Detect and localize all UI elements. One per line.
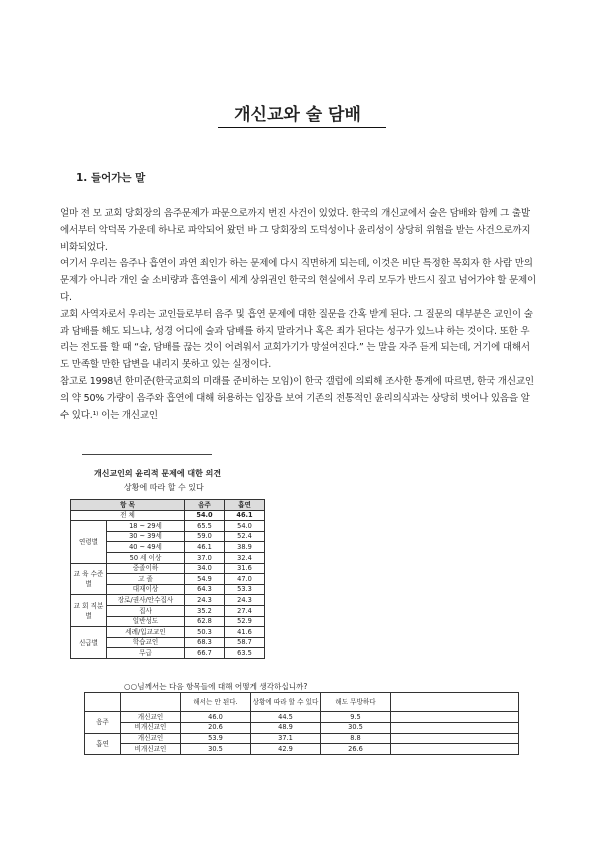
row-label: 일반성도 — [107, 616, 185, 627]
value-cell: 37.0 — [185, 552, 225, 563]
value-cell: 42.9 — [251, 744, 321, 755]
row-label: 집사 — [107, 605, 185, 616]
row-label: 무급 — [107, 648, 185, 659]
row-label: 대재이상 — [107, 584, 185, 595]
table1-title: 개신교인의 윤리적 문제에 대한 의견 — [94, 469, 222, 478]
value-cell: 30.5 — [321, 722, 391, 733]
row-label: 세례/입교교인 — [107, 627, 185, 638]
value-cell: 53.3 — [225, 584, 265, 595]
value-cell: 8.8 — [321, 733, 391, 744]
table-header-row — [71, 500, 265, 511]
value-cell: 50.3 — [185, 627, 225, 638]
group-label: 흡연 — [85, 733, 121, 755]
value-cell: 37.1 — [251, 733, 321, 744]
value-cell: 64.3 — [185, 584, 225, 595]
document-title: 개신교와 술 담배 — [234, 105, 361, 125]
header-cell — [121, 693, 181, 712]
empty-cell — [391, 712, 519, 723]
value-cell: 24.3 — [185, 595, 225, 606]
group-label: 교 회 직분별 — [71, 595, 107, 627]
value-cell: 59.0 — [185, 531, 225, 542]
row-label: 학습교인 — [107, 637, 185, 648]
row-label: 개신교인 — [121, 712, 181, 723]
table1-subtitle: 상황에 따라 할 수 있다 — [124, 483, 204, 492]
value-cell: 52.9 — [225, 616, 265, 627]
header-cell — [391, 693, 519, 712]
row-label: 50 세 이상 — [107, 552, 185, 563]
row-label: 개신교인 — [121, 733, 181, 744]
row-label: 30 ~ 39세 — [107, 531, 185, 542]
value-cell: 66.7 — [185, 648, 225, 659]
row-label: 장로/권사/안수집사 — [107, 595, 185, 606]
header-cell: 해서는 안 된다. — [181, 693, 251, 712]
value-cell: 58.7 — [225, 637, 265, 648]
empty-cell — [391, 744, 519, 755]
empty-cell — [391, 733, 519, 744]
group-label: 연령별 — [71, 521, 107, 563]
row-label: 비개신교인 — [121, 722, 181, 733]
value-cell: 27.4 — [225, 605, 265, 616]
group-label: 음주 — [85, 712, 121, 734]
header-cell: 상황에 따라 할 수 있다 — [251, 693, 321, 712]
comparison-table — [84, 692, 519, 755]
table-row — [85, 733, 519, 744]
value-cell: 24.3 — [225, 595, 265, 606]
table-row — [85, 712, 519, 723]
value-cell: 52.4 — [225, 531, 265, 542]
value-cell: 46.1 — [185, 542, 225, 553]
paragraph: 얼마 전 모 교회 당회장의 음주문제가 파문으로까지 번진 사건이 있었다. 한국의 개신교에서 술은 담배와 함께 그 출발에서부터 악덕목 가운데 하나로 파악되어 왔던 바 그 당회장의 도덕성이나 윤리성이 상당히 위협을 받는 사건으로까지 비화되었다. — [60, 208, 531, 253]
header-cell: 음주 — [185, 500, 225, 511]
header-cell: 흡연 — [225, 500, 265, 511]
value-cell: 41.6 — [225, 627, 265, 638]
value-cell: 54.0 — [225, 521, 265, 532]
value-cell: 32.4 — [225, 552, 265, 563]
section-heading: 1. 들어가는 말 — [76, 172, 146, 184]
value-cell: 9.5 — [321, 712, 391, 723]
table-row — [85, 722, 519, 733]
row-label: 중졸이하 — [107, 563, 185, 574]
table-row — [71, 563, 265, 574]
value-cell: 31.6 — [225, 563, 265, 574]
opinion-table — [70, 499, 265, 659]
value-cell: 68.3 — [185, 637, 225, 648]
value-cell: 65.5 — [185, 521, 225, 532]
table-row — [71, 521, 265, 532]
total-label: 전 체 — [71, 510, 185, 521]
table-row — [71, 595, 265, 606]
row-label: 40 ~ 49세 — [107, 542, 185, 553]
header-cell: 항 목 — [71, 500, 185, 511]
value-cell: 47.0 — [225, 574, 265, 585]
table-header-row — [85, 693, 519, 712]
group-label: 교 육 수준별 — [71, 563, 107, 595]
value-cell: 46.1 — [225, 510, 265, 521]
paragraph: 참고로 1998년 한미준(한국교회의 미래를 준비하는 모임)이 한국 갤럽에 의뢰해 조사한 통계에 따르면, 한국 개신교인의 약 50% 가량이 음주와 흡연에 대해 허용하는 입장을 보여 기존의 전통적인 윤리의식과는 상당히 벗어나 있음을 알 수 있다.¹⁾ 이는 개신교인 — [60, 375, 534, 421]
table-row — [71, 627, 265, 638]
paragraph: 여기서 우리는 음주나 흡연이 과연 죄인가 하는 문제에 다시 직면하게 되는데, 이것은 비단 특정한 목회자 한 사람 만의 문제가 아니라 개인 술 소비량과 흡연율이 세계 상위권인 한국의 현실에서 우리 모두가 반드시 짚고 넘어가야 할 문제이다. — [60, 258, 537, 303]
group-label: 신급별 — [71, 627, 107, 659]
paragraph: 교회 사역자로서 우리는 교인들로부터 음주 및 흡연 문제에 대한 질문을 간혹 받게 된다. 그 질문의 대부분은 교인이 술과 담배를 해도 되느냐, 성경 어디에 술과 담배를 하지 말라거나 혹은 죄가 된다는 성구가 있느냐 하는 것이다. 또한 우리는 전도를 할 때 “술, 담배를 끊는 것이 어려워서 교회가기가 망설여진다.” 는 말을 자주 듣게 되는데, 거기에 대해서도 만족할 만한 답변을 내리지 못하고 있는 실정이다. — [60, 308, 533, 371]
header-cell: 해도 무방하다 — [321, 693, 391, 712]
value-cell: 48.9 — [251, 722, 321, 733]
row-label: 18 ~ 29세 — [107, 521, 185, 532]
value-cell: 63.5 — [225, 648, 265, 659]
header-cell — [85, 693, 121, 712]
empty-cell — [391, 722, 519, 733]
value-cell: 26.6 — [321, 744, 391, 755]
value-cell: 53.9 — [181, 733, 251, 744]
value-cell: 46.0 — [181, 712, 251, 723]
value-cell: 38.9 — [225, 542, 265, 553]
row-label: 비개신교인 — [121, 744, 181, 755]
value-cell: 54.0 — [185, 510, 225, 521]
value-cell: 34.0 — [185, 563, 225, 574]
table-row — [85, 744, 519, 755]
value-cell: 30.5 — [181, 744, 251, 755]
title-underline — [218, 127, 386, 128]
table-row — [71, 510, 265, 521]
table2-title: ○○님께서는 다음 항목들에 대해 어떻게 생각하십니까? — [124, 682, 308, 691]
value-cell: 20.6 — [181, 722, 251, 733]
value-cell: 35.2 — [185, 605, 225, 616]
section-divider — [82, 454, 212, 455]
value-cell: 44.5 — [251, 712, 321, 723]
body-text — [60, 206, 538, 424]
value-cell: 54.9 — [185, 574, 225, 585]
row-label: 고 졸 — [107, 574, 185, 585]
value-cell: 62.8 — [185, 616, 225, 627]
